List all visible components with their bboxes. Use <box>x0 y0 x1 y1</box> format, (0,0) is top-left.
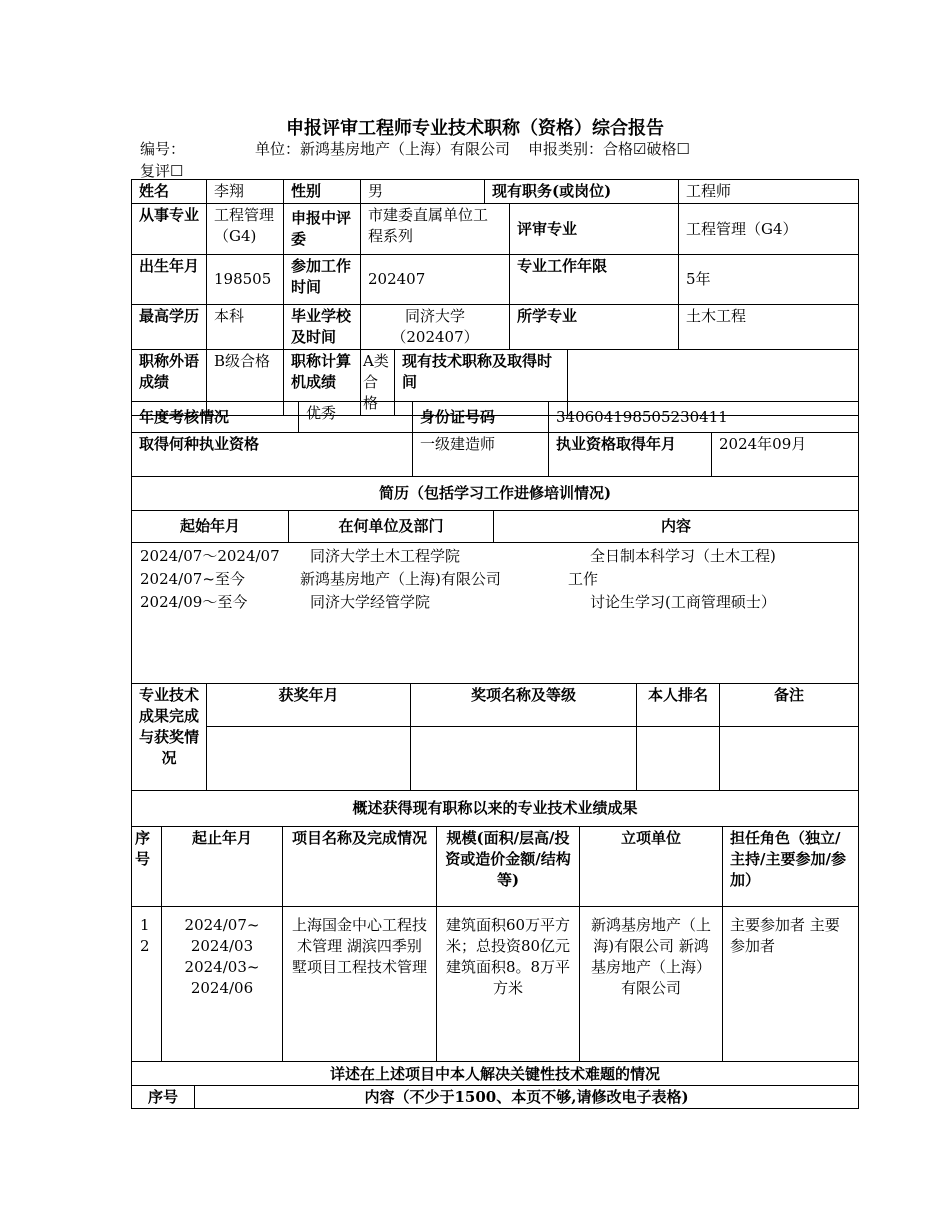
edu-value: 本科 <box>207 305 284 350</box>
resume-content: 工作 <box>568 570 599 588</box>
awards-table <box>131 683 859 791</box>
birth-value: 198505 <box>207 255 284 305</box>
resume-unit: 新鸿基房地产（上海)有限公司 <box>300 570 501 588</box>
computer-label: 职称计算机成绩 <box>284 350 361 416</box>
detail-col-content: 内容（不少于1500、本页不够,请修改电子表格) <box>195 1086 859 1109</box>
resume-unit: 同济大学经管学院 <box>310 593 431 611</box>
qual-label: 取得何种执业资格 <box>132 433 413 477</box>
list-item <box>140 568 850 591</box>
achievements-col-project: 项目名称及完成情况 <box>283 827 437 907</box>
field-label: 从事专业 <box>132 204 207 255</box>
awards-cell <box>720 727 859 791</box>
major-label: 所学专业 <box>510 305 679 350</box>
resume-heading: 简历（包括学习工作进修培训情况) <box>132 477 859 511</box>
category-label: 申报类别：合格☑破格☐ <box>528 140 690 158</box>
achievements-col-period: 起止年月 <box>162 827 283 907</box>
detail-heading: 详述在上述项目中本人解决关键性技术难题的情况 <box>132 1062 859 1086</box>
position-label: 现有职务(或岗位) <box>485 180 679 204</box>
resume-date: 2024/07～2024/07 <box>140 547 280 565</box>
review-label: 复评☐ <box>140 162 184 180</box>
achievements-col-role: 担任角色（独立/主持/主要参加/参加） <box>723 827 859 907</box>
lang-label: 职称外语成绩 <box>132 350 207 416</box>
qual-value: 一级建造师 <box>413 433 549 477</box>
lang-value: B级合格 <box>207 350 284 416</box>
detail-col-no: 序号 <box>132 1086 195 1109</box>
resume-col-content: 内容 <box>494 511 859 543</box>
field-value: 工程管理（G4) <box>207 204 284 255</box>
school-label: 毕业学校及时间 <box>284 305 361 350</box>
edu-label: 最高学历 <box>132 305 207 350</box>
birth-label: 出生年月 <box>132 255 207 305</box>
computer-value: A类合格 <box>361 350 395 416</box>
assessment-table <box>131 401 859 433</box>
resume-content: 全日制本科学习（土木工程) <box>590 547 776 565</box>
achievements-role: 主要参加者 主要参加者 <box>723 907 859 1062</box>
achievements-col-unit: 立项单位 <box>580 827 723 907</box>
qual-date-label: 执业资格取得年月 <box>549 433 712 477</box>
achievements-unit: 新鸿基房地产（上海)有限公司 新鸿基房地产（上海）有限公司 <box>580 907 723 1062</box>
achievements-col-no: 序号 <box>132 827 162 907</box>
resume-date: 2024/07~至今 <box>140 570 245 588</box>
resume-unit: 同济大学土木工程学院 <box>310 547 461 565</box>
achievements-period: 2024/07~ 2024/03 2024/03~ 2024/06 <box>162 907 283 1062</box>
resume-content: 讨论生学习(工商管理硕士） <box>590 593 776 611</box>
years-label: 专业工作年限 <box>510 255 679 305</box>
list-item <box>140 591 850 614</box>
name-label: 姓名 <box>132 180 207 204</box>
header-line <box>140 138 820 182</box>
resume-entries <box>132 543 859 684</box>
work-start-label: 参加工作时间 <box>284 255 361 305</box>
awards-col-rank: 本人排名 <box>637 684 720 727</box>
unit-label: 单位：新鸿基房地产（上海）有限公司 <box>255 140 511 158</box>
qual-date-value: 2024年09月 <box>712 433 859 477</box>
serial-label: 编号： <box>140 140 186 158</box>
gender-label: 性别 <box>284 180 361 204</box>
list-item <box>140 545 850 568</box>
work-start-value: 202407 <box>361 255 510 305</box>
achievements-no: 1 2 <box>132 907 162 1062</box>
achievements-scale: 建筑面积60万平方米；总投资80亿元 建筑面积8。8万平方米 <box>437 907 580 1062</box>
achievements-table <box>131 790 859 1062</box>
awards-row-label: 专业技术成果完成与获奖情况 <box>132 684 207 791</box>
committee-value: 市建委直属单位工程系列 <box>361 204 510 255</box>
resume-col-date: 起始年月 <box>132 511 289 543</box>
name-value: 李翔 <box>207 180 284 204</box>
qualification-table <box>131 432 859 477</box>
annual-value: 优秀 <box>299 402 413 433</box>
current-title-label: 现有技术职称及取得时间 <box>395 350 568 416</box>
awards-col-note: 备注 <box>720 684 859 727</box>
resume-col-unit: 在何单位及部门 <box>289 511 494 543</box>
years-value: 5年 <box>679 255 859 305</box>
detail-table <box>131 1061 859 1109</box>
review-major-label: 评审专业 <box>510 204 679 255</box>
annual-label: 年度考核情况 <box>132 402 299 433</box>
gender-value: 男 <box>361 180 485 204</box>
document-title: 申报评审工程师专业技术职称（资格）综合报告 <box>286 118 664 139</box>
position-value: 工程师 <box>679 180 859 204</box>
awards-col-year: 获奖年月 <box>207 684 411 727</box>
awards-cell <box>411 727 637 791</box>
committee-label: 申报中评委 <box>284 204 361 255</box>
awards-cell <box>637 727 720 791</box>
major-value: 土木工程 <box>679 305 859 350</box>
achievements-heading: 概述获得现有职称以来的专业技术业绩成果 <box>132 791 859 827</box>
review-major-value: 工程管理（G4） <box>679 204 859 255</box>
id-value: 340604198505230411 <box>549 402 859 433</box>
id-label: 身份证号码 <box>413 402 549 433</box>
achievements-col-scale: 规模(面积/层高/投资或造价金额/结构等) <box>437 827 580 907</box>
achievements-project: 上海国金中心工程技术管理 湖滨四季别墅项目工程技术管理 <box>283 907 437 1062</box>
resume-date: 2024/09～至今 <box>140 593 248 611</box>
awards-col-name: 奖项名称及等级 <box>411 684 637 727</box>
resume-table <box>131 476 859 684</box>
school-value: 同济大学（202407） <box>361 305 510 350</box>
awards-cell <box>207 727 411 791</box>
basic-info-table <box>131 179 859 416</box>
